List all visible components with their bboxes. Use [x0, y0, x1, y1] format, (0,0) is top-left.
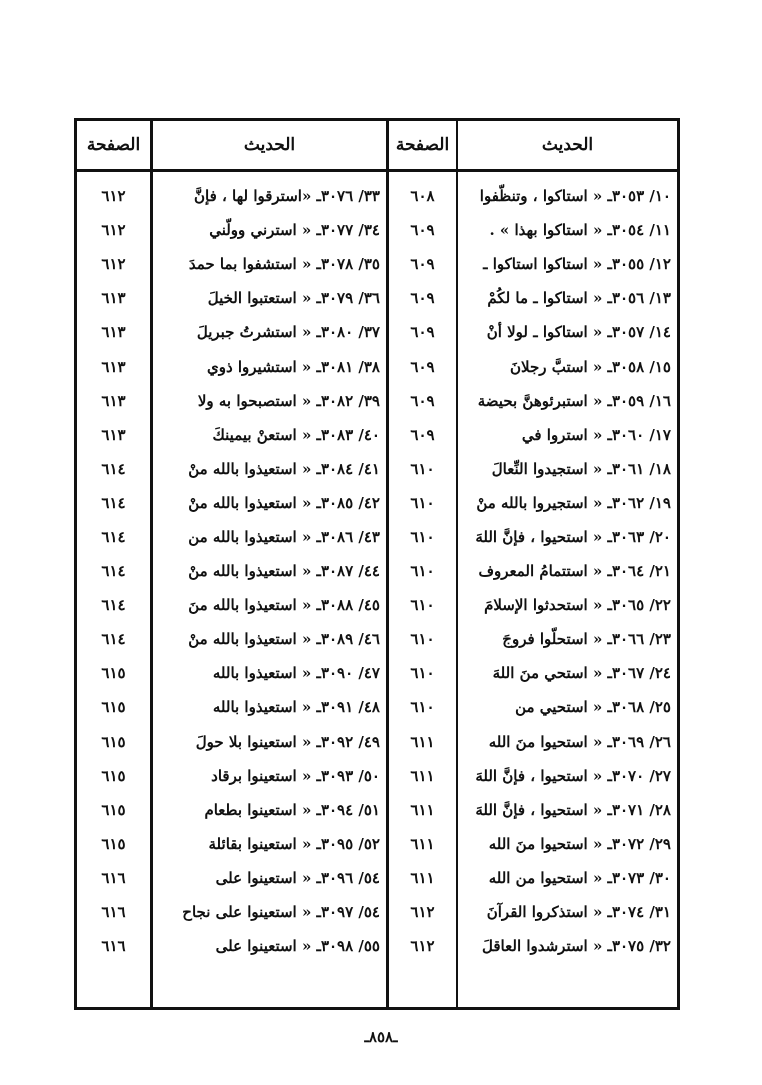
page-ref: ٦١٢ — [410, 903, 435, 922]
page-ref: ٦٠٩ — [410, 357, 435, 376]
hadith-entry: ٣٢/ ٣٠٧٥ـ « استرشدوا العاقلَ — [482, 937, 671, 956]
left-page-header: الصفحة — [86, 135, 141, 155]
page-ref: ٦١٦ — [101, 868, 126, 887]
hadith-entry: ٣٠/ ٣٠٧٣ـ « استحيوا من الله — [488, 868, 671, 887]
page-ref: ٦١٢ — [101, 187, 126, 206]
hadith-entry: ٤٧/ ٣٠٩٠ـ « استعيذوا بالله — [212, 664, 380, 683]
page-ref: ٦١٠ — [410, 527, 435, 546]
page-ref: ٦١٤ — [101, 527, 126, 546]
page-ref: ٦٠٩ — [410, 289, 435, 308]
hadith-entry: ٣٣/ ٣٠٧٦ـ «استرقوا لها ، فإنَّ — [194, 187, 380, 206]
page-ref: ٦١٥ — [101, 732, 126, 751]
hadith-entry: ٤٩/ ٣٠٩٢ـ « استعينوا بلا حولَ — [195, 732, 380, 751]
page-ref: ٦١٢ — [410, 937, 435, 956]
page-ref: ٦١٤ — [101, 493, 126, 512]
hadith-entry: ٢٥/ ٣٠٦٨ـ « استحيي من — [515, 698, 671, 717]
page-ref: ٦١٠ — [410, 664, 435, 683]
page-ref: ٦١٦ — [101, 937, 126, 956]
page-ref: ٦١٦ — [101, 903, 126, 922]
hadith-entry: ٤٨/ ٣٠٩١ـ « استعيذوا بالله — [212, 698, 380, 717]
hadith-entry: ٢١/ ٣٠٦٤ـ « استتمامُ المعروف — [478, 562, 671, 581]
hadith-entry: ٢٩/ ٣٠٧٢ـ « استحيوا منَ الله — [488, 834, 671, 853]
hadith-entry: ١٤/ ٣٠٥٧ـ « استاكوا ـ لولا أنْ — [486, 323, 671, 342]
index-table — [74, 118, 680, 1010]
page-ref: ٦٠٩ — [410, 255, 435, 274]
page-ref: ٦١٣ — [101, 425, 126, 444]
hadith-entry: ٤٦/ ٣٠٨٩ـ « استعيذوا بالله منْ — [188, 630, 380, 649]
page-ref: ٦١٠ — [410, 459, 435, 478]
hadith-entry: ٥٤/ ٣٠٩٧ـ « استعينوا على نجاح — [182, 903, 380, 922]
page-ref: ٦٠٩ — [410, 323, 435, 342]
page-ref: ٦١١ — [410, 766, 435, 785]
right-page-column — [389, 179, 456, 963]
page-ref: ٦١٢ — [101, 221, 126, 240]
hadith-entry: ٥٥/ ٣٠٩٨ـ « استعينوا على — [215, 937, 380, 956]
page-ref: ٦١٤ — [101, 630, 126, 649]
page-ref: ٦٠٨ — [410, 187, 435, 206]
hadith-entry: ١٩/ ٣٠٦٢ـ « استجيروا بالله منْ — [476, 493, 671, 512]
hadith-entry: ٢٣/ ٣٠٦٦ـ « استحلّوا فروجَ — [502, 630, 671, 649]
right-page-header: الصفحة — [395, 135, 450, 155]
page-ref: ٦١٣ — [101, 289, 126, 308]
right-hadith-column — [458, 179, 677, 963]
page-ref: ٦١٥ — [101, 664, 126, 683]
page-ref: ٦١٠ — [410, 630, 435, 649]
hadith-entry: ٢٢/ ٣٠٦٥ـ « استحدثوا الإسلامَ — [484, 596, 671, 615]
hadith-entry: ١٣/ ٣٠٥٦ـ « استاكوا ـ ما لكُمْ — [487, 289, 671, 308]
hadith-entry: ٣١/ ٣٠٧٤ـ « استذكروا القرآنَ — [486, 903, 671, 922]
hadith-entry: ٥١/ ٣٠٩٤ـ « استعينوا بطعام — [204, 800, 380, 819]
hadith-entry: ٥٤/ ٣٠٩٦ـ « استعينوا على — [215, 868, 380, 887]
hadith-entry: ٤١/ ٣٠٨٤ـ « استعيذوا بالله منْ — [188, 459, 380, 478]
hadith-entry: ٢٦/ ٣٠٦٩ـ « استحيوا منَ الله — [488, 732, 671, 751]
header-divider — [77, 169, 677, 172]
page-ref: ٦١٠ — [410, 596, 435, 615]
hadith-entry: ٤٢/ ٣٠٨٥ـ « استعيذوا بالله منْ — [188, 493, 380, 512]
hadith-entry: ٢٨/ ٣٠٧١ـ « استحيوا ، فإنَّ اللهَ — [475, 800, 671, 819]
page-ref: ٦١٤ — [101, 459, 126, 478]
hadith-entry: ٤٥/ ٣٠٨٨ـ « استعيذوا بالله منَ — [188, 596, 380, 615]
hadith-entry: ٣٦/ ٣٠٧٩ـ « استعتبوا الخيلَ — [207, 289, 380, 308]
hadith-entry: ٣٤/ ٣٠٧٧ـ « استرني وولّني — [209, 221, 380, 240]
page-ref: ٦١٠ — [410, 493, 435, 512]
hadith-entry: ١٥/ ٣٠٥٨ـ « استبَّ رجلانَ — [510, 357, 671, 376]
page-ref: ٦١٠ — [410, 698, 435, 717]
page-ref: ٦١١ — [410, 732, 435, 751]
hadith-entry: ٣٥/ ٣٠٧٨ـ « استشفوا بما حمدَ — [188, 255, 380, 274]
page-ref: ٦١٥ — [101, 800, 126, 819]
hadith-entry: ١٦/ ٣٠٥٩ـ « استبرئوهنَّ بحيضة — [477, 391, 671, 410]
page-ref: ٦١١ — [410, 834, 435, 853]
page-ref: ٦١٣ — [101, 323, 126, 342]
page-ref: ٦١٠ — [410, 562, 435, 581]
hadith-entry: ٣٨/ ٣٠٨١ـ « استشيروا ذوي — [206, 357, 380, 376]
left-hadith-column — [153, 179, 386, 963]
hadith-entry: ١٠/ ٣٠٥٣ـ « استاكوا ، وتنظّفوا — [479, 187, 671, 206]
page-ref: ٦١٥ — [101, 834, 126, 853]
page-ref: ٦٠٩ — [410, 391, 435, 410]
page-ref: ٦١١ — [410, 800, 435, 819]
hadith-entry: ١٢/ ٣٠٥٥ـ « استاكوا استاكوا ـ — [483, 255, 671, 274]
page-ref: ٦١٣ — [101, 391, 126, 410]
page-ref: ٦٠٩ — [410, 425, 435, 444]
page-ref: ٦١٢ — [101, 255, 126, 274]
hadith-entry: ٤٠/ ٣٠٨٣ـ « استعنْ بيمينكَ — [212, 425, 380, 444]
hadith-entry: ٢٤/ ٣٠٦٧ـ « استحي منَ اللهَ — [492, 664, 671, 683]
page-number: ـ٨٥٨ـ — [364, 1028, 398, 1046]
hadith-entry: ١٨/ ٣٠٦١ـ « استجيدوا النِّعالَ — [491, 459, 671, 478]
hadith-entry: ٢٧/ ٣٠٧٠ـ « استحيوا ، فإنَّ اللهَ — [475, 766, 671, 785]
hadith-entry: ٣٩/ ٣٠٨٢ـ « استصبحوا به ولا — [197, 391, 380, 410]
hadith-entry: ٤٤/ ٣٠٨٧ـ « استعيذوا بالله منْ — [188, 562, 380, 581]
page-ref: ٦٠٩ — [410, 221, 435, 240]
page-ref: ٦١٤ — [101, 596, 126, 615]
page-ref: ٦١١ — [410, 868, 435, 887]
page-ref: ٦١٥ — [101, 698, 126, 717]
hadith-entry: ٥٢/ ٣٠٩٥ـ « استعينوا بقائلة — [208, 834, 380, 853]
page-ref: ٦١٤ — [101, 562, 126, 581]
hadith-entry: ٢٠/ ٣٠٦٣ـ « استحيوا ، فإنَّ اللهَ — [475, 527, 671, 546]
left-hadith-header: الحديث — [243, 135, 296, 155]
page-ref: ٦١٣ — [101, 357, 126, 376]
left-page-column — [77, 179, 150, 963]
right-hadith-header: الحديث — [541, 135, 594, 155]
hadith-entry: ٤٣/ ٣٠٨٦ـ « استعيذوا بالله من — [188, 527, 380, 546]
hadith-entry: ٣٧/ ٣٠٨٠ـ « استشرتُ جبريلَ — [196, 323, 380, 342]
page-ref: ٦١٥ — [101, 766, 126, 785]
hadith-entry: ١٧/ ٣٠٦٠ـ « استروا في — [521, 425, 671, 444]
hadith-entry: ٥٠/ ٣٠٩٣ـ « استعينوا برقاد — [211, 766, 380, 785]
hadith-entry: ١١/ ٣٠٥٤ـ « استاكوا بهذا » . — [489, 221, 671, 240]
